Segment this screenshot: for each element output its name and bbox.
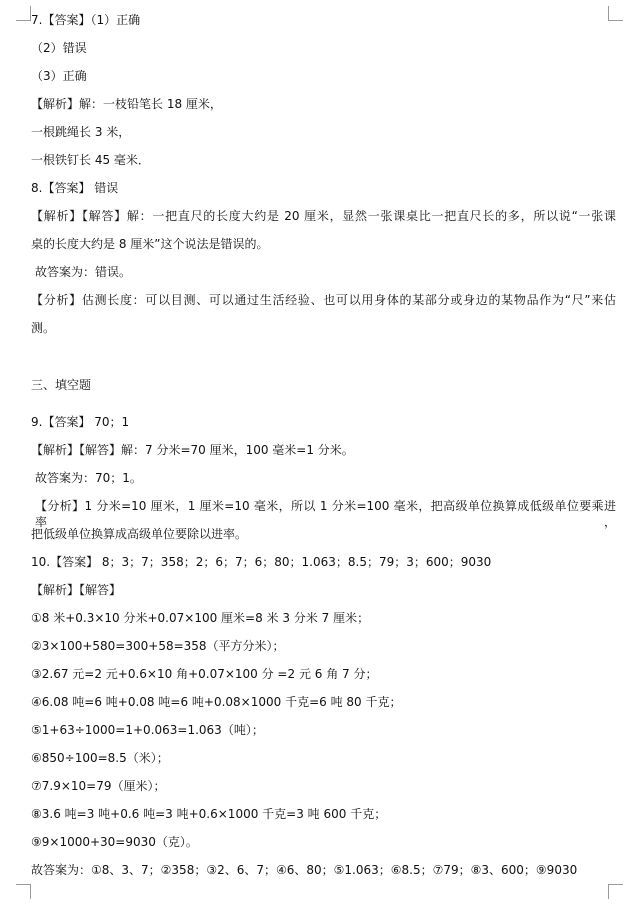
analysis-10-step: ④6.08 吨=6 吨+0.08 吨=6 吨+0.08×1000 千克=6 吨 80 千克；: [31, 695, 402, 709]
analysis-10-step: ①8 米+0.3×10 分米+0.07×100 厘米=8 米 3 分米 7 厘米；: [31, 611, 370, 625]
answer-9-heading: 9.【答案】 70；1: [31, 415, 130, 429]
answer-8-heading: 8.【答案】 错误: [31, 181, 119, 195]
analysis-10-step: ②3×100+580=300+58=358（平方分米）；: [31, 639, 285, 653]
analysis-10-step: ③2.67 元=2 元+0.6×10 角+0.07×100 分 =2 元 6 角 7 分；: [31, 667, 378, 681]
analysis-10-step: ⑧3.6 吨=3 吨+0.6 吨=3 吨+0.6×1000 千克=3 吨 600 千克；: [31, 807, 387, 821]
analysis-8-line: 【解析】【解答】解：一把直尺的长度大约是 20 厘米，显然一张课桌比一把直尺长的多，所以说“一张课: [31, 209, 616, 223]
answer-10-conclusion: 故答案为：①8、3、7；②358；③2、6、7；④6、80；⑤1.063；⑥8.5；⑦79；⑧3、600；⑨9030: [31, 863, 578, 877]
analysis-7-line: 【解析】解：一枝铅笔长 18 厘米，: [31, 97, 222, 111]
analysis-7-line: 一根铁钉长 45 毫米．: [31, 153, 150, 167]
analysis-9-line: 【解析】【解答】解：7 分米=70 厘米，100 毫米=1 分米。: [31, 443, 354, 457]
answer-7-part-2: （2）错误: [31, 41, 87, 55]
answer-9-conclusion: 故答案为：70；1。: [35, 471, 142, 485]
answer-10-heading: 10.【答案】 8；3；7；358；2；6；7；6；80；1.063；8.5；79；3；600；9030: [31, 555, 492, 569]
page-corner-mark: [608, 6, 623, 21]
analysis-10-step: ⑥850÷100=8.5（米）；: [31, 751, 169, 765]
page-corner-mark: [16, 884, 31, 899]
analysis-7-line: 一根跳绳长 3 米，: [31, 125, 131, 139]
analysis-10-step: ⑨9×1000+30=9030（克）。: [31, 835, 198, 849]
analysis-8-note: 【分析】估测长度：可以目测、可以通过生活经验、也可以用身体的某部分或身边的某物品作为“尺”来估: [31, 293, 616, 307]
page-corner-mark: [16, 6, 31, 21]
section-heading: 三、填空题: [31, 378, 92, 392]
analysis-10-step: ⑦7.9×10=79（厘米）；: [31, 779, 166, 793]
answer-7-heading: 7.【答案】（1）正确: [31, 13, 141, 27]
analysis-8-line: 桌的长度大约是 8 厘米”这个说法是错误的。: [31, 237, 269, 251]
answer-7-part-3: （3）正确: [31, 69, 87, 83]
answer-8-conclusion: 故答案为：错误。: [35, 265, 132, 279]
analysis-9-note: 把低级单位换算成高级单位要除以进率。: [31, 527, 248, 541]
page-corner-mark: [608, 884, 623, 899]
analysis-10-heading: 【解析】【解答】: [31, 583, 122, 597]
analysis-10-step: ⑤1+63÷1000=1+0.063=1.063（吨）；: [31, 723, 264, 737]
analysis-8-note: 测。: [31, 321, 56, 335]
analysis-9-note: 【分析】1 分米=10 厘米，1 厘米=10 毫米，所以 1 分米=100 毫米，把高级单位换算成低级单位要乘进率，: [35, 499, 616, 529]
